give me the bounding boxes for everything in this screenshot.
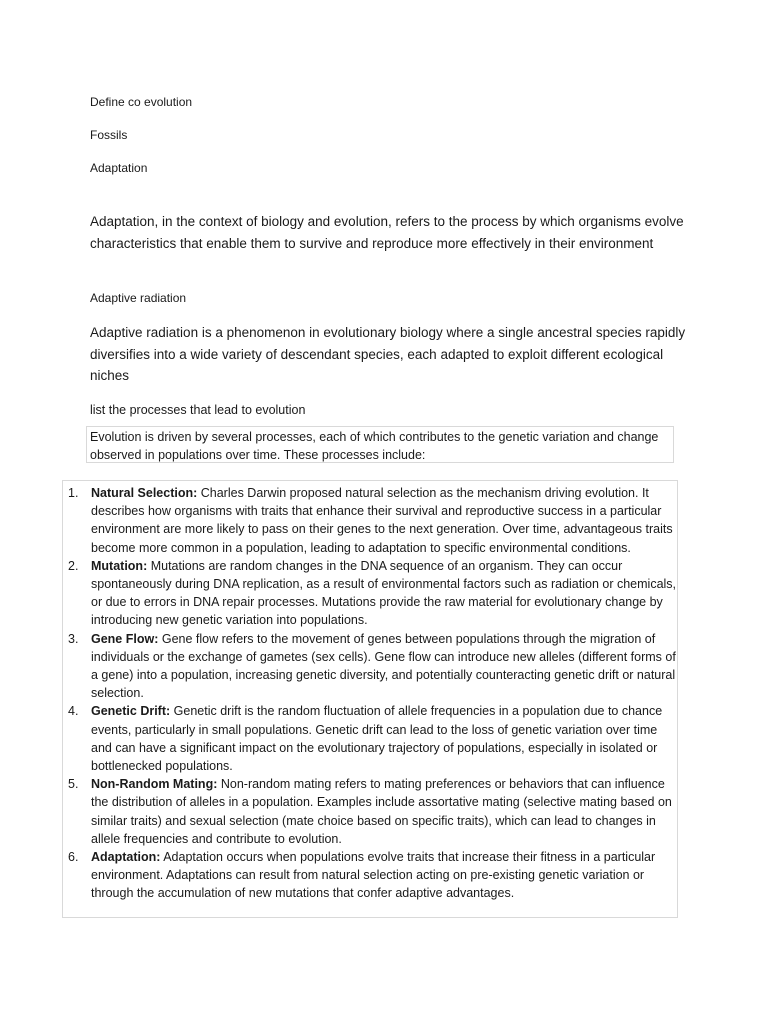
list-item-text: Mutations are random changes in the DNA sequence of an organism. They can occur spontaneously during DNA replication, as a result of environmental factors such as radiation or chemicals, or due to errors in DNA repair processes. Mutations provide the raw material for evolutionary change by introducing new genetic variation into populations. xyxy=(91,558,677,628)
process-list xyxy=(63,484,679,903)
heading-fossils: Fossils xyxy=(90,128,128,142)
list-item-number: 4. xyxy=(68,704,79,719)
list-item-number: 6. xyxy=(68,850,79,865)
list-item-number: 2. xyxy=(68,558,79,573)
list-item-term: Adaptation: xyxy=(91,850,161,865)
list-item-text: Adaptation occurs when populations evolve traits that increase their fitness in a particular environment. Adaptations can result from natural selection acting on pre-existing genetic variation or through the accumulation of new mutations that confer adaptive advantages. xyxy=(91,850,656,901)
heading-adaptation: Adaptation xyxy=(90,161,148,175)
paragraph-adaptive-radiation: Adaptive radiation is a phenomenon in evolutionary biology where a single ancestral species rapidly diversifies into a wide variety of descendant species, each adapted to exploit different ecological niches xyxy=(90,325,686,383)
list-item xyxy=(63,484,679,557)
list-item-number: 1. xyxy=(68,486,79,500)
list-item-term: Genetic Drift: xyxy=(91,704,171,719)
list-item xyxy=(63,557,679,630)
list-prompt: list the processes that lead to evolution xyxy=(90,403,306,417)
list-item-text: Charles Darwin proposed natural selection as the mechanism driving evolution. It describes how organisms with traits that enhance their survival and reproductive success in a particular environment are more likely to pass on their genes to the next generation. Over time, advantageous traits become more common in a population, leading to adaptation to specific environmental conditions. xyxy=(91,486,673,555)
process-list-box xyxy=(62,480,678,918)
paragraph-adaptation: Adaptation, in the context of biology and evolution, refers to the process by which organisms evolve characteristics that enable them to survive and reproduce more effectively in their environment xyxy=(90,214,684,251)
list-item-term: Natural Selection: xyxy=(91,486,198,500)
list-item-number: 5. xyxy=(68,777,79,792)
list-item-term: Mutation: xyxy=(91,558,148,573)
heading-define-coevolution: Define co evolution xyxy=(90,95,193,109)
intro-text-box: Evolution is driven by several processes, each of which contributes to the genetic variation and change observed in populations over time. These processes include: xyxy=(86,426,674,463)
list-item-term: Gene Flow: xyxy=(91,631,159,646)
list-item-text: Non-random mating refers to mating preferences or behaviors that can influence the distribution of alleles in a population. Examples include assortative mating (selective mating based on similar traits) and sexual selection (mate choice based on specific traits), which can lead to changes in allele frequencies and contribute to evolution. xyxy=(91,777,672,846)
list-item-number: 3. xyxy=(68,631,79,646)
list-item xyxy=(63,702,679,775)
list-item xyxy=(63,775,679,848)
list-item xyxy=(63,630,679,703)
list-item-text: Genetic drift is the random fluctuation of allele frequencies in a population due to chance events, particularly in small populations. Genetic drift can lead to the loss of genetic variation over time and can have a significant impact on the evolutionary trajectory of populations, especially in isolated or bottlenecked populations. xyxy=(91,704,663,774)
list-item-term: Non-Random Mating: xyxy=(91,777,218,792)
list-item xyxy=(63,848,679,903)
list-item-text: Gene flow refers to the movement of genes between populations through the migration of individuals or the exchange of gametes (sex cells). Gene flow can introduce new alleles (different forms of a gene) into a population, increasing genetic diversity, and potentially counteracting genetic drift or natural selection. xyxy=(91,631,676,701)
heading-adaptive-radiation: Adaptive radiation xyxy=(90,291,187,305)
